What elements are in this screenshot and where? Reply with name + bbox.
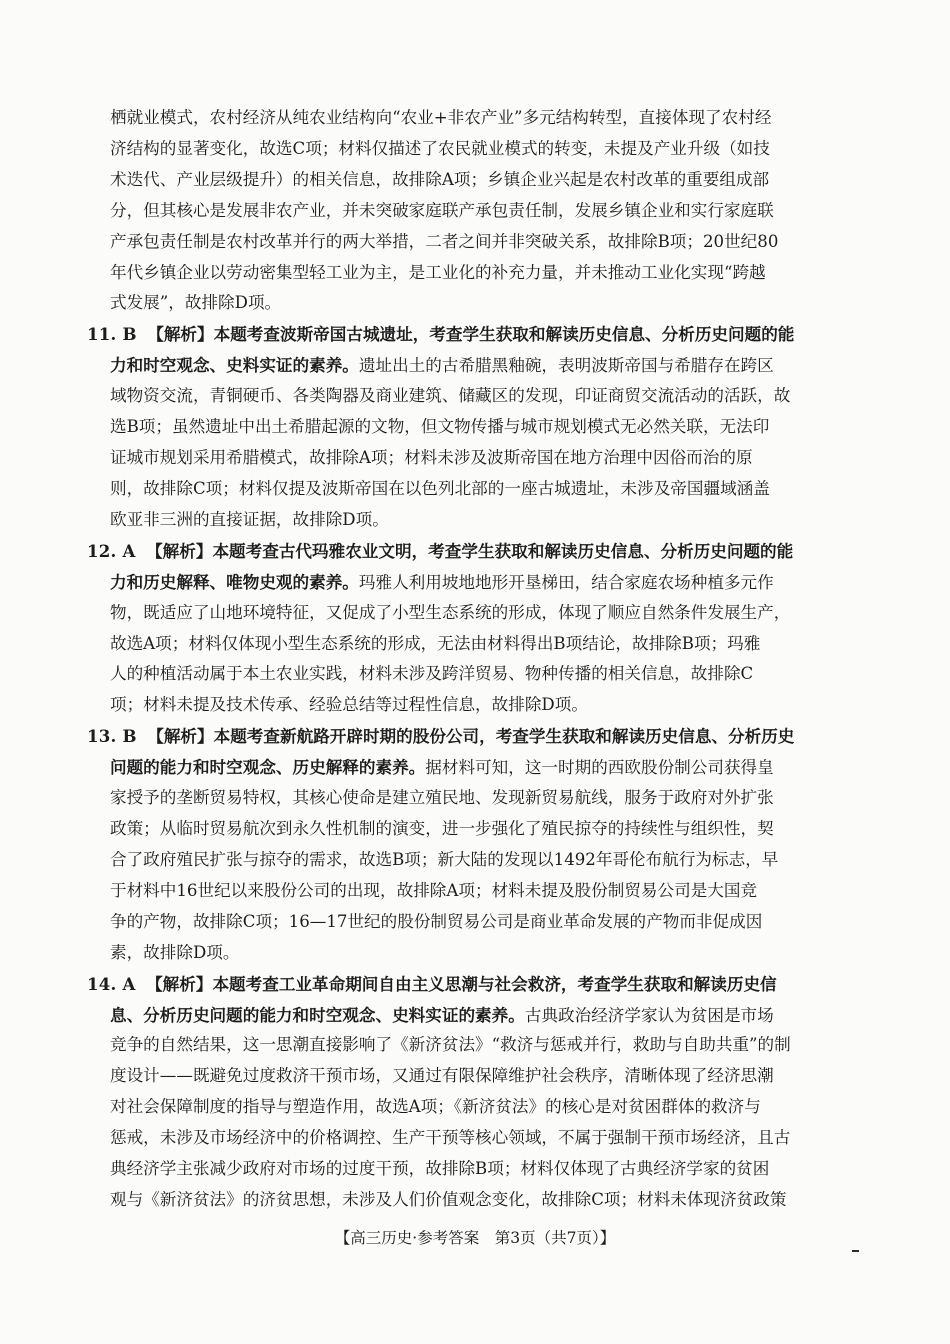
text-line: 观与《新济贫法》的济贫思想，未涉及人们价值观念变化，故排除C项；材料未体现济贫政策	[110, 1190, 787, 1209]
text-line: 物，既适应了山地环境特征，又促成了小型生态系统的形成，体现了顺应自然条件发展生产，	[110, 602, 791, 622]
text-line: 于材料中16世纪以来股份公司的出现，故排除A项；材料未提及股份制贸易公司是大国竞	[110, 880, 758, 900]
question-first-line	[87, 974, 777, 994]
question-second-line	[110, 355, 774, 375]
analysis-heading: 【解析】本题考查古代玛雅农业文明，考查学生获取和解读历史信息、分析历史问题的能	[146, 540, 794, 561]
answer-label: 12. A	[87, 540, 136, 561]
analysis-heading: 【解析】本题考查波斯帝国古城遗址，考查学生获取和解读历史信息、分析历史问题的能	[147, 324, 795, 345]
text-line: 分，但其核心是发展非农产业，并未突破家庭联产承包责任制，发展乡镇企业和实行家庭联	[110, 200, 774, 220]
analysis-text: 古典政治经济学家认为贫困是市场	[524, 1005, 774, 1025]
text-line: 竞争的自然结果，这一思潮直接影响了《新济贫法》“救济与惩戒并行，救助与自助共重”的制	[110, 1035, 791, 1055]
text-line: 合了政府殖民扩张与掠夺的需求，故选B项；新大陆的发现以1492年哥伦布航行为标志，早	[110, 849, 779, 869]
text-line: 栖就业模式，农村经济从纯农业结构向“农业+非农产业”多元结构转型，直接体现了农村经	[110, 108, 772, 127]
text-line: 欧亚非三洲的直接证据，故排除D项。	[110, 509, 389, 529]
question-second-line	[110, 572, 774, 592]
text-line: 产承包责任制是农村改革并行的两大举措，二者之间并非突破关系，故排除B项；20世纪80	[110, 231, 779, 251]
text-line: 争的产物，故排除C项；16—17世纪的股份制贸易公司是商业革命发展的产物而非促成因	[110, 911, 763, 931]
text-line: 域物资交流，青铜硬币、各类陶器及商业建筑、储藏区的发现，印证商贸交流活动的活跃，故	[110, 386, 791, 406]
analysis-heading-end: 力和时空观念、史料实证的素养。	[110, 355, 359, 376]
answer-label: 14. A	[87, 973, 136, 994]
analysis-heading-end: 问题的能力和时空观念、历史解释的素养。	[110, 757, 426, 778]
analysis-text: 遗址出土的古希腊黑釉碗，表明波斯帝国与希腊存在跨区	[358, 356, 774, 376]
text-line: 对社会保障制度的指导与塑造作用，故选A项；《新济贫法》的核心是对贫困群体的救济与	[110, 1097, 761, 1117]
answer-label: 11. B	[87, 324, 137, 345]
analysis-heading-end: 力和历史解释、唯物史观的素养。	[110, 571, 359, 592]
analysis-text: 据材料可知，这一时期的西欧股份制公司获得皇	[425, 758, 774, 778]
analysis-heading: 【解析】本题考查工业革命期间自由主义思潮与社会救济，考查学生获取和解读历史信	[146, 973, 777, 994]
text-line: 证城市规划采用希腊模式，故排除A项；材料未涉及波斯帝国在地方治理中因俗而治的原	[110, 448, 753, 468]
answer-label: 13. B	[87, 726, 137, 747]
question-second-line	[110, 757, 774, 777]
text-line: 素，故排除D项。	[110, 942, 240, 962]
question-first-line	[87, 541, 793, 561]
text-line: 度设计——既避免过度救济干预市场，又通过有限保障维护社会秩序，清晰体现了经济思潮	[110, 1066, 774, 1086]
text-line: 典经济学主张减少政府对市场的过度干预，故排除B项；材料仅体现了古典经济学家的贫困	[110, 1159, 770, 1179]
text-line: 惩戒，未涉及市场经济中的价格调控、生产干预等核心领域，不属于强制干预市场经济，且古	[110, 1128, 791, 1148]
text-line: 选B项；虽然遗址中出土希腊起源的文物，但文物传播与城市规划模式无必然关联，无法印	[110, 417, 770, 437]
question-first-line	[87, 324, 794, 344]
analysis-heading: 【解析】本题考查新航路开辟时期的股份公司，考查学生获取和解读历史信息、分析历史	[147, 726, 795, 747]
text-line: 则，故排除C项；材料仅提及波斯帝国在以色列北部的一座古城遗址，未涉及帝国疆域涵盖	[110, 478, 770, 498]
text-line: 项；材料未提及技术传承、经验总结等过程性信息，故排除D项。	[110, 695, 588, 715]
analysis-text: 玛雅人利用坡地地形开垦梯田，结合家庭农场种植多元作	[358, 572, 774, 592]
corner-mark	[852, 1250, 859, 1252]
analysis-heading-end: 息、分析历史问题的能力和时空观念、史料实证的素养。	[110, 1004, 525, 1025]
text-line: 人的种植活动属于本土农业实践，材料未涉及跨洋贸易、物种传播的相关信息，故排除C	[110, 664, 754, 684]
page-footer: 【高三历史·参考答案 第3页（共7页）】	[334, 1229, 616, 1247]
text-line: 故选A项；材料仅体现小型生态系统的形成，无法由材料得出B项结论，故排除B项；玛雅	[110, 633, 761, 653]
text-line: 政策；从临时贸易航次到永久性机制的演变，进一步强化了殖民掠夺的持续性与组织性，契	[110, 819, 774, 839]
text-line: 年代乡镇企业以劳动密集型轻工业为主，是工业化的补充力量，并未推动工业化实现“跨越	[110, 262, 766, 282]
text-line: 式发展”，故排除D项。	[110, 293, 282, 313]
question-first-line	[87, 726, 794, 746]
text-line: 家授予的垄断贸易特权，其核心使命是建立殖民地、发现新贸易航线，服务于政府对外扩张	[110, 788, 774, 808]
text-line: 术迭代、产业层级提升）的相关信息，故排除A项；乡镇企业兴起是农村改革的重要组成部	[110, 169, 770, 189]
text-line: 济结构的显著变化，故选C项；材料仅描述了农民就业模式的转变，未提及产业升级（如技	[110, 138, 770, 158]
question-second-line	[110, 1005, 774, 1025]
